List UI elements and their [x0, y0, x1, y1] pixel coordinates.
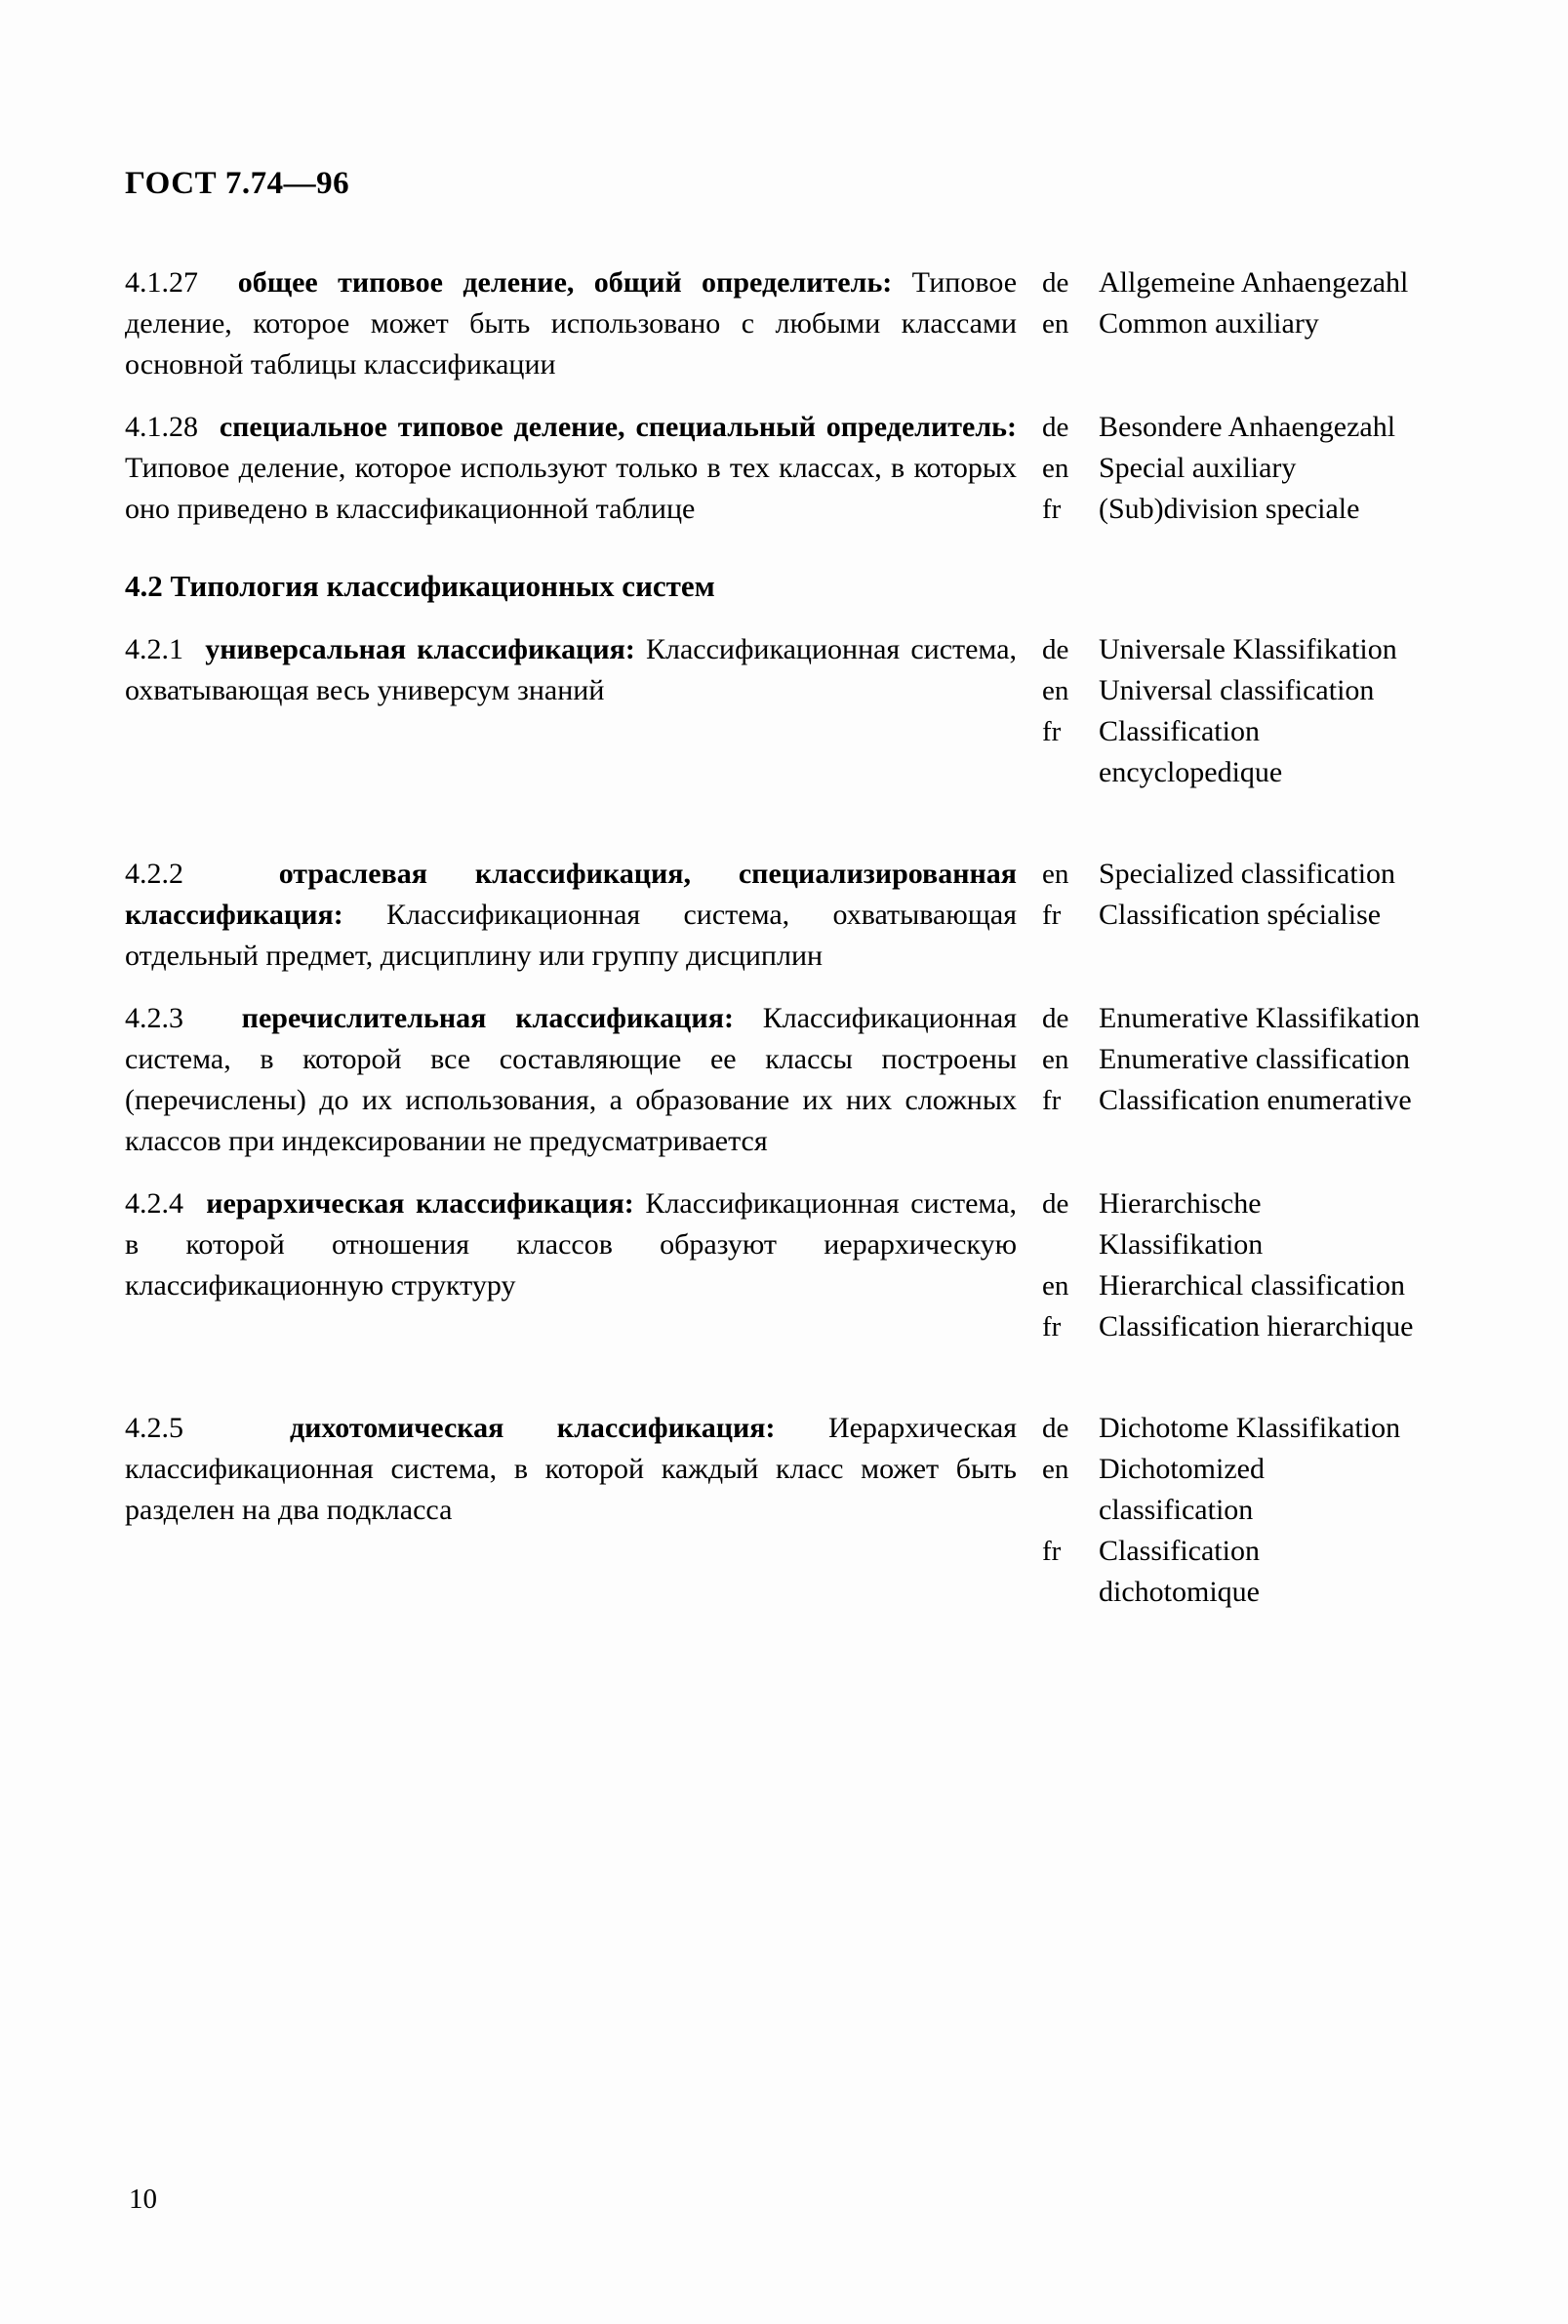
translation-row: [1042, 262, 1423, 303]
term-number: 4.2.4: [125, 1187, 183, 1220]
term-name: иерархическая классификация:: [206, 1187, 634, 1220]
translation-row: [1042, 303, 1423, 344]
term-russian-column: [125, 262, 1042, 385]
translation-language: en: [1042, 675, 1069, 706]
term-definition: Типовое деление, которое может быть использовано с любыми классами основной таблицы классификации: [125, 266, 1018, 381]
translation-row: [1042, 998, 1423, 1039]
translation-language: fr: [1042, 494, 1062, 525]
translation-language: de: [1042, 1188, 1069, 1220]
translation-row: [1042, 1306, 1423, 1347]
translation-text: Classification enumerative: [1099, 1084, 1412, 1116]
term-name: перечислительная классификация:: [241, 1002, 734, 1034]
page-content: [125, 166, 1423, 1634]
term-number: 4.1.27: [125, 266, 198, 299]
translation-row: [1042, 489, 1423, 530]
term-translations: [1042, 1183, 1423, 1347]
translation-row: [1042, 1531, 1423, 1613]
term-translations: [1042, 854, 1423, 936]
translation-row: [1042, 1039, 1423, 1080]
translation-text: Enumerative Klassifikation: [1099, 1002, 1421, 1034]
term-entry: [125, 629, 1423, 793]
translation-text: Common auxiliary: [1099, 307, 1319, 340]
term-translations: [1042, 629, 1423, 793]
translation-text: Allgemeine Anhaengezahl: [1099, 266, 1409, 299]
translation-row: [1042, 1449, 1423, 1531]
translation-text: Classification hierarchique: [1099, 1310, 1414, 1342]
translation-text: Classification dichotomique: [1099, 1535, 1260, 1608]
translation-text: Specialized classification: [1099, 858, 1396, 890]
term-definition: Классификационная система, в которой отношения классов образуют иерархическую классификационную структуру: [125, 1187, 1018, 1302]
term-russian-column: [125, 998, 1042, 1162]
translation-text: Classification spécialise: [1099, 899, 1382, 931]
translation-row: [1042, 629, 1423, 670]
translation-row: [1042, 670, 1423, 711]
translation-row: [1042, 1080, 1423, 1121]
translation-language: de: [1042, 1413, 1069, 1444]
term-russian-column: [125, 407, 1042, 530]
translation-text: Universal classification: [1099, 674, 1375, 706]
term-number: 4.2.2: [125, 858, 183, 890]
term-translations: [1042, 1408, 1423, 1613]
translation-row: [1042, 407, 1423, 448]
term-russian-column: [125, 629, 1042, 711]
translation-language: fr: [1042, 1311, 1062, 1342]
translation-language: de: [1042, 267, 1069, 299]
translation-language: fr: [1042, 716, 1062, 747]
translation-row: [1042, 1265, 1423, 1306]
translation-language: en: [1042, 1044, 1069, 1075]
translation-row: [1042, 854, 1423, 895]
term-translations: [1042, 998, 1423, 1121]
translation-language: en: [1042, 859, 1069, 890]
translation-text: (Sub)division speciale: [1099, 493, 1360, 525]
translation-text: Dichotome Klassifikation: [1099, 1412, 1401, 1444]
translation-language: fr: [1042, 1085, 1062, 1116]
translation-language: fr: [1042, 1536, 1062, 1567]
term-russian-column: [125, 1183, 1042, 1306]
term-entry: [125, 262, 1423, 385]
section-heading: 4.2 Типология классификационных систем: [125, 569, 715, 603]
translation-text: Hierarchical classification: [1099, 1269, 1406, 1302]
translation-row: [1042, 448, 1423, 489]
term-name: специальное типовое деление, специальный определитель:: [219, 411, 1018, 443]
translation-language: en: [1042, 308, 1069, 340]
term-russian-column: [125, 1408, 1042, 1531]
term-number: 4.2.5: [125, 1412, 183, 1444]
term-number: 4.1.28: [125, 411, 198, 443]
term-definition: Иерархическая классификационная система, в которой каждый класс может быть разделен на два подкласса: [125, 1412, 1017, 1526]
page-number: 10: [129, 2184, 157, 2215]
spacer: [125, 1369, 1423, 1408]
term-number: 4.2.1: [125, 633, 183, 665]
translation-text: Classification encyclopedique: [1099, 715, 1283, 788]
term-name: общее типовое деление, общий определитель:: [237, 266, 893, 299]
term-entry: [125, 1408, 1423, 1613]
term-definition: Типовое деление, которое используют только в тех классах, в которых оно приведено в классификационной таблице: [125, 452, 1017, 525]
translation-row: [1042, 1183, 1423, 1265]
translation-text: Enumerative classification: [1099, 1043, 1411, 1075]
term-entry: [125, 407, 1423, 530]
translation-text: Special auxiliary: [1099, 452, 1297, 484]
spacer: [125, 815, 1423, 854]
term-name: отраслевая классификация, специализированная классификация:: [125, 858, 1018, 931]
translation-language: en: [1042, 1454, 1069, 1485]
term-entry: [125, 998, 1423, 1162]
translation-language: de: [1042, 634, 1069, 665]
term-definition: Классификационная система, охватывающая весь универсум знаний: [125, 633, 1018, 706]
translation-text: Dichotomized classification: [1099, 1453, 1265, 1526]
term-entry: [125, 1183, 1423, 1347]
translation-text: Hierarchische Klassifikation: [1099, 1187, 1264, 1261]
translation-text: Universale Klassifikation: [1099, 633, 1397, 665]
term-translations: [1042, 407, 1423, 530]
term-definition: Классификационная система, в которой все составляющие ее классы построены (перечислены) до их использования, а образование их них сложных классов при индексировании не предусматривается: [125, 1002, 1018, 1157]
term-russian-column: [125, 854, 1042, 977]
standard-header: ГОСТ 7.74—96: [125, 166, 350, 201]
translation-language: fr: [1042, 900, 1062, 931]
translation-language: en: [1042, 1270, 1069, 1302]
term-name: универсальная классификация:: [205, 633, 635, 665]
term-entry: [125, 854, 1423, 977]
translation-text: Besondere Anhaengezahl: [1099, 411, 1396, 443]
translation-language: en: [1042, 453, 1069, 484]
term-definition: Классификационная система, охватывающая отдельный предмет, дисциплину или группу дисциплин: [125, 899, 1017, 972]
translation-row: [1042, 711, 1423, 793]
translation-language: de: [1042, 1003, 1069, 1034]
term-translations: [1042, 262, 1423, 344]
term-number: 4.2.3: [125, 1002, 183, 1034]
term-name: дихотомическая классификация:: [289, 1412, 776, 1444]
translation-row: [1042, 895, 1423, 936]
translation-row: [1042, 1408, 1423, 1449]
translation-language: de: [1042, 412, 1069, 443]
